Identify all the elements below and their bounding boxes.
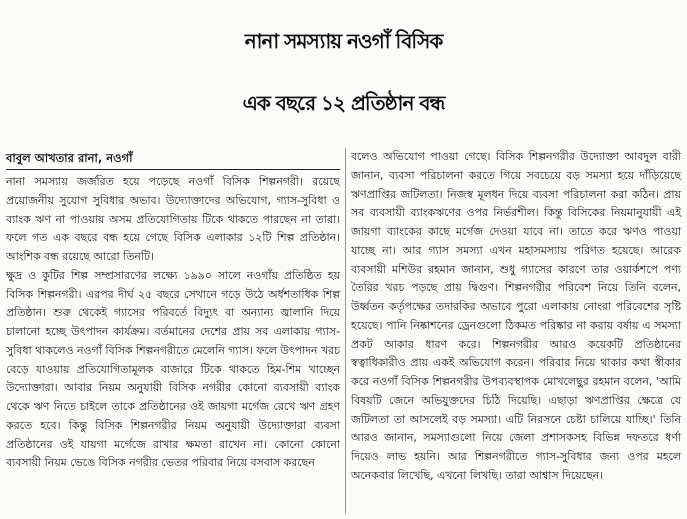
headline-line-1: নানা সমস্যায় নওগাঁ বিসিক bbox=[244, 29, 443, 53]
byline-author: বাবুল আখতার রানা bbox=[6, 151, 98, 165]
paragraph-3: বলেও অভিযোগ পাওয়া গেছে। বিসিক শিল্পনগরীর উদ্যোক্তা আবদুল বারী জানান, ব্যবসা পরিচালনা করতে গিয়ে সবচেয়ে বড় সমস্যা হয়ে দাঁড়িয়েছে ঋণপ্রাপ্তির জটিলতা। নিজস্ব মূলধন দিয়ে ব্যবসা পরিচালনা করা কঠিন। প্রায় সব ব্যবসায়ী ব্যাংকঋণের ওপর নির্ভরশীল। কিন্তু বিসিকের নিয়মানুযায়ী এই জায়গা ব্যাংকের কাছে মর্গেজ দেওয়া যাবে না। তাতে করে ঋণও পাওয়া যাচ্ছে না। আর গ্যাস সমস্যা এখন মহাসমস্যায় পরিণত হয়েছে। আরেক ব্যবসায়ী মশিউর রহমান জানান, শুধু গ্যাসের কারণে তার ওয়ার্কশপে পণ্য তৈরির খরচ পড়ছে প্রায় দ্বিগুণ। শিল্পনগরীর পরিবেশ নিয়ে তিনি বলেন, উর্ধ্বতন কর্তৃপক্ষের তদারকির অভাবে পুরো এলাকায় নোংরা পরিবেশের সৃষ্টি হয়েছে। পানি নিষ্কাশনের ড্রেনগুলো ঠিকমত পরিষ্কার না করায় বর্ষায় এ সমস্যা প্রকট আকার ধারণ করে। শিল্পনগরীর আরও কয়েকটি প্রতিষ্ঠানের স্বত্বাধিকারীও প্রায় একই অভিযোগ করেন। পরিবার নিয়ে থাকার কথা স্বীকার করে নওগাঁ বিসিক শিল্পনগরীর উপব্যবস্থাপক মোখলেছুর রহমান বলেন, 'আমি বিষয়টি জেনে অভিযুক্তদের চিঠি দিয়েছি। এছাড়া ঋণপ্রাপ্তির ক্ষেত্রে যে জটিলতা তা আসলেই বড় সমস্যা। এটি নিরসনে চেষ্টা চালিয়ে যাচ্ছি।' তিনি আরও জানান, সমস্যাগুলো নিয়ে জেলা প্রশাসকসহ বিভিন্ন দফতরে ধর্ণা দিয়েও লাভ হয়নি। আর শিল্পনগরীতে গ্যাস-সুবিধার জন্য ওপর মহলে অনেকবার লিখেছি, এখনো লিখছি। তারা আশ্বাস দিয়েছেন। bbox=[351, 150, 681, 482]
headline-line-2: এক বছরে ১২ প্রতিষ্ঠান বন্ধ bbox=[242, 91, 445, 115]
byline bbox=[6, 148, 340, 168]
paragraph-2: ক্ষুদ্র ও কুটির শিল্প সম্প্রসারণের লক্ষ্যে ১৯৯০ সালে নওগাঁয় প্রতিষ্ঠিত হয় বিসিক শিল্পনগরী। এরপর দীর্ঘ ২৫ বছরে সেখানে গড়ে উঠে অর্ধশতাধিক শিল্প প্রতিষ্ঠান। শুরু থেকেই গ্যাসের পরিবর্তে বিদ্যুৎ বা অন্যান্য জ্বালানি দিয়ে চালানো হচ্ছে উৎপাদন কার্যক্রম। বর্তমানের দেশের প্রায় সব এলাকায় গ্যাস-সুবিধা থাকলেও নওগাঁ বিসিক শিল্পনগরীতে মেলেনি গ্যাস। ফলে উৎপাদন খরচ বেড়ে যাওয়ায় প্রতিযোগিতামূলক বাজারে টিকে থাকতে হিম-শিম খাচ্ছেন উদ্যোক্তারা। আবার নিয়ম অনুযায়ী বিসিক নগরীর কোনো ব্যবসায়ী ব্যাংক থেকে ঋণ নিতে চাইলে তাকে প্রতিষ্ঠানের ওই জায়গা মর্গেজ রেখে ঋণ গ্রহণ করতে হবে। কিন্তু বিসিক শিল্পনগরীর নিয়ম অনুযায়ী উদ্যোক্তারা ব্যবসা প্রতিষ্ঠানের ওই যায়গা মর্গেজে রাখার ক্ষমতা রাখেন না। কোনো কোনো ব্যবসায়ী নিয়ম ভেঙে বিসিক নগরীর ভেতর পরিবার নিয়ে বসবাস করছেন bbox=[6, 268, 340, 470]
byline-location: , নওগাঁ bbox=[97, 151, 133, 165]
column-divider bbox=[345, 148, 346, 514]
article-left-column bbox=[6, 148, 340, 473]
byline-divider bbox=[6, 169, 340, 170]
article-right-column bbox=[351, 148, 681, 486]
paragraph-1: নানা সমস্যায় জর্জরিত হয়ে পড়েছে নওগাঁ বিসিক শিল্পনগরী। রয়েছে প্রয়োজনীয় সুযোগ সুবিধার অভাব। উদ্যোক্তাদের অভিযোগ, গ্যাস-সুবিধা ও ব্যাংক ঋণ না পাওয়ায় অসম প্রতিযোগিতায় টিকে থাকতে পারছেন না তারা। ফলে গত এক বছরে বন্ধ হয়ে গেছে বিসিক এলাকার ১২টি শিল্প প্রতিষ্ঠান। আংশিক বন্ধ রয়েছে আরো তিনটি। bbox=[6, 175, 340, 263]
